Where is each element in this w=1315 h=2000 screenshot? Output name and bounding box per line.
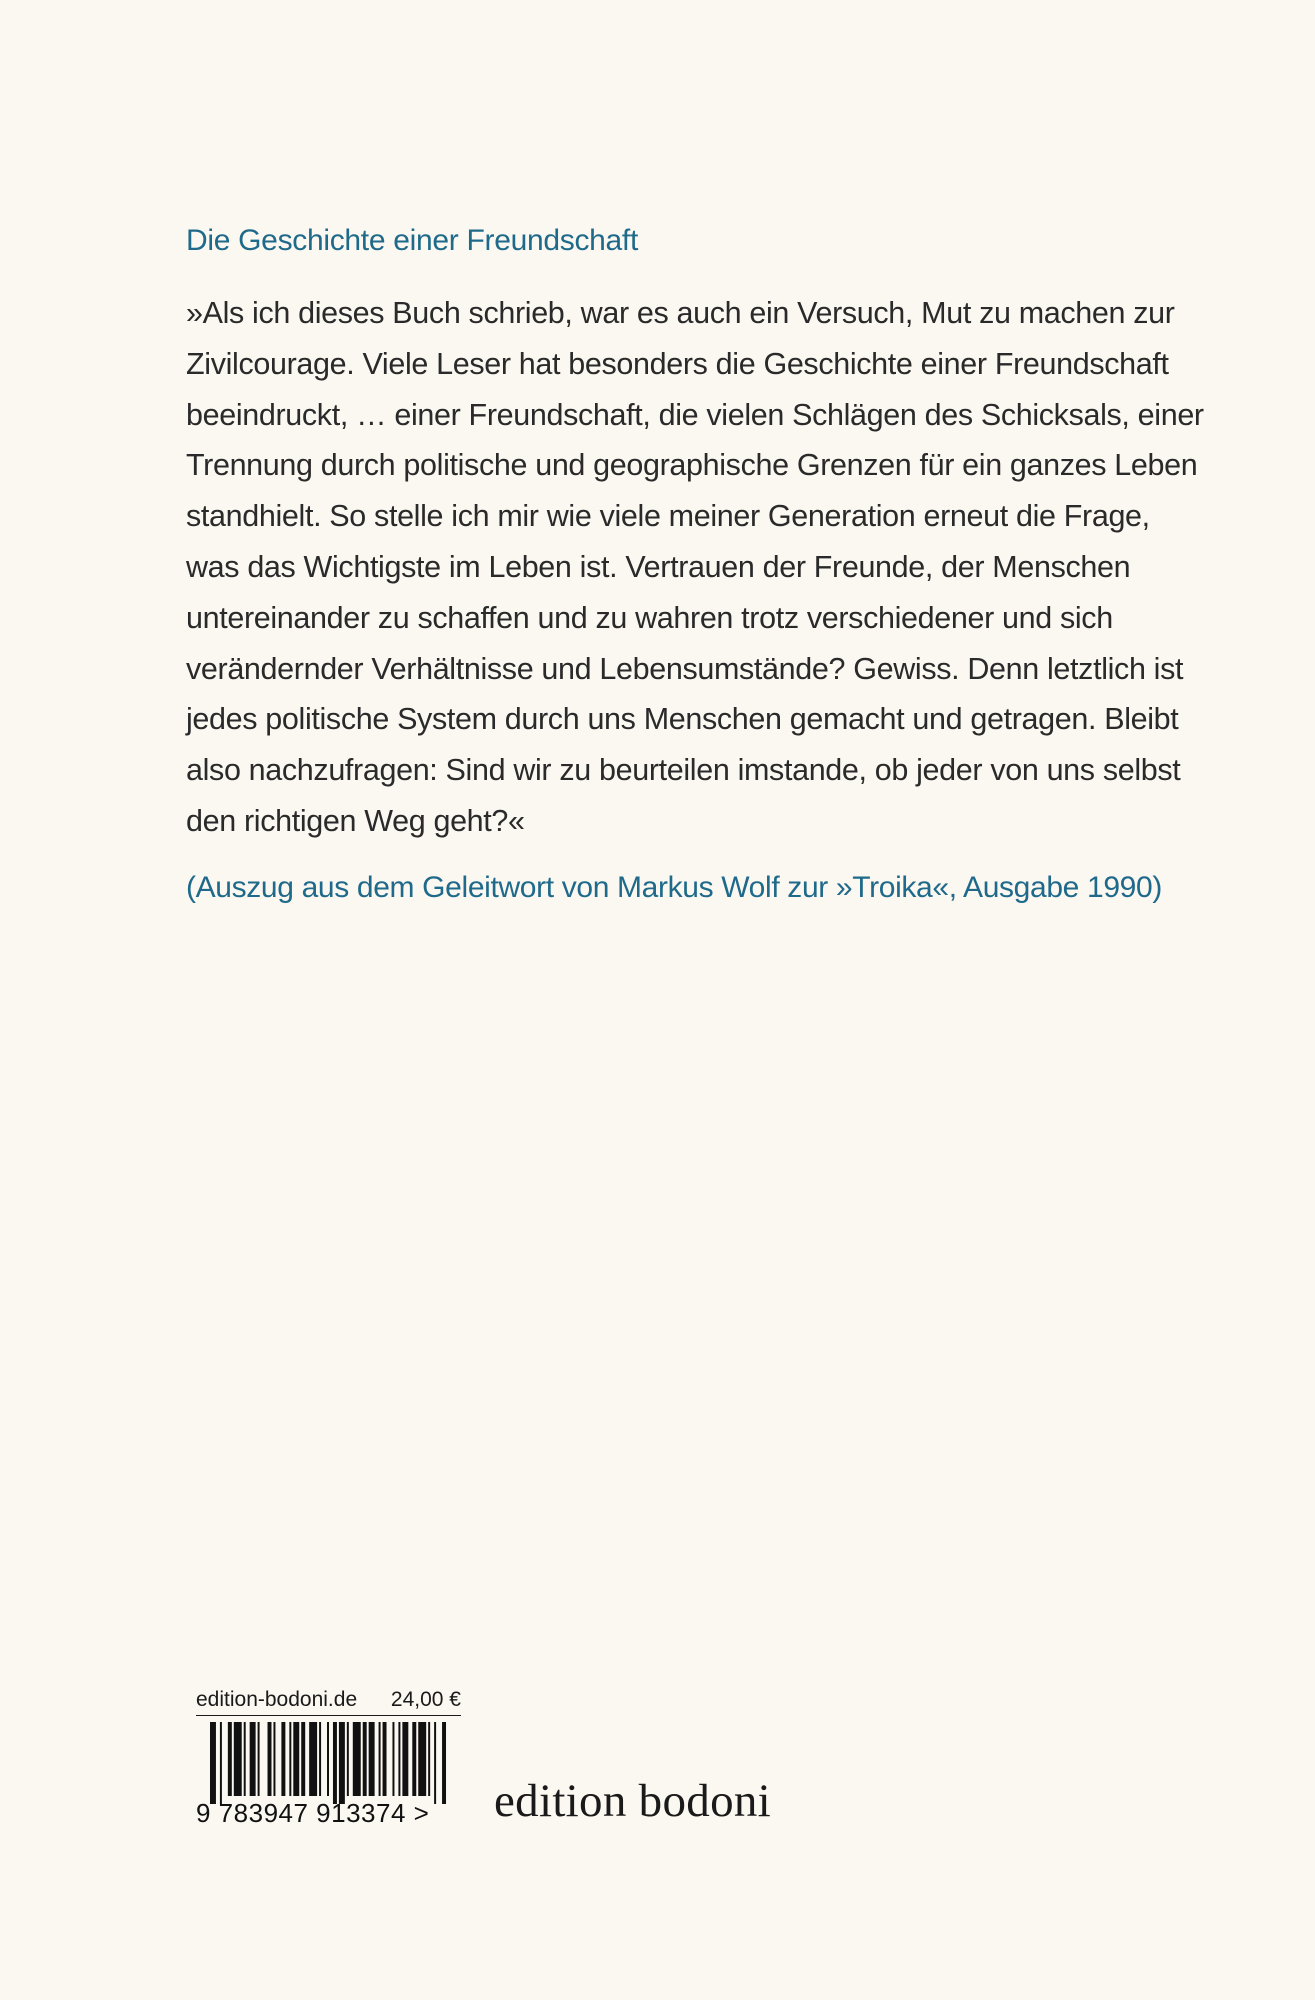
barcode-bar (289, 1722, 291, 1796)
isbn-number: 9 783947 913374 > (196, 1798, 430, 1828)
barcode-bar (301, 1722, 305, 1796)
quote-source: (Auszug aus dem Geleitwort von Markus Wolf zur »Troika«, Ausgabe 1990) (186, 871, 1162, 904)
price-label: 24,00 € (390, 1688, 461, 1711)
barcode-bar (333, 1722, 337, 1804)
barcode-bar (319, 1722, 321, 1796)
barcode-bar (434, 1722, 436, 1804)
barcode-bar (268, 1722, 272, 1796)
barcode-bar (234, 1722, 242, 1796)
barcode-bar (258, 1722, 260, 1796)
barcode-bar (442, 1722, 446, 1804)
quote-line: verändernder Verhältnisse und Lebensumstände? Gewiss. Denn letztlich ist (186, 651, 1184, 686)
publisher-website: edition-bodoni.de (196, 1688, 358, 1711)
barcode-bar (379, 1722, 381, 1796)
quote-line: Zivilcourage. Viele Leser hat besonders die Geschichte einer Freundschaft (186, 346, 1169, 381)
quote-line: untereinander zu schaffen und zu wahren trotz verschiedener und sich (186, 600, 1113, 635)
barcode-bar (363, 1722, 367, 1796)
quote-line: standhielt. So stelle ich mir wie viele meiner Generation erneut die Frage, (186, 499, 1150, 534)
barcode-bar (210, 1722, 216, 1804)
quote-line: jedes politische System durch uns Menschen gemacht und getragen. Bleibt (186, 702, 1179, 737)
isbn-barcode (210, 1722, 448, 1804)
quote-line: den richtigen Weg geht?« (186, 803, 525, 838)
barcode-bar (398, 1722, 400, 1796)
barcode-bar (273, 1722, 275, 1796)
barcode-bar (412, 1722, 416, 1796)
barcode-bar (339, 1722, 345, 1804)
barcode-bar (418, 1722, 426, 1796)
barcode-bar (293, 1722, 299, 1796)
barcode-bar (220, 1722, 222, 1804)
barcode-bar (228, 1722, 232, 1796)
barcode-bar (244, 1722, 246, 1796)
barcode-bar (281, 1722, 285, 1796)
barcode-bar (353, 1722, 361, 1796)
barcode-bar (347, 1722, 349, 1796)
barcode-bar (428, 1722, 430, 1796)
price-row (196, 1688, 461, 1716)
barcode-bar (369, 1722, 375, 1796)
barcode-bar (327, 1722, 329, 1796)
back-cover-heading: Die Geschichte einer Freundschaft (186, 224, 638, 257)
barcode-bar (392, 1722, 394, 1796)
quote-line: »Als ich dieses Buch schrieb, war es auch ein Versuch, Mut zu machen zur (186, 296, 1175, 330)
barcode-bar (383, 1722, 387, 1796)
barcode-bar (309, 1722, 317, 1796)
barcode-bar (250, 1722, 256, 1796)
quote-text (186, 288, 1204, 847)
quote-line: Trennung durch politische und geographische Grenzen für ein ganzes Leben (186, 448, 1198, 483)
quote-line: also nachzufragen: Sind wir zu beurteilen imstande, ob jeder von uns selbst (186, 753, 1181, 788)
quote-line: was das Wichtigste im Leben ist. Vertrauen der Freunde, der Menschen (186, 549, 1131, 584)
quote-line: beeindruckt, … einer Freundschaft, die vielen Schlägen des Schicksals, einer (186, 397, 1204, 432)
barcode-bar (402, 1722, 408, 1796)
publisher-logo: edition bodoni (494, 1775, 772, 1827)
